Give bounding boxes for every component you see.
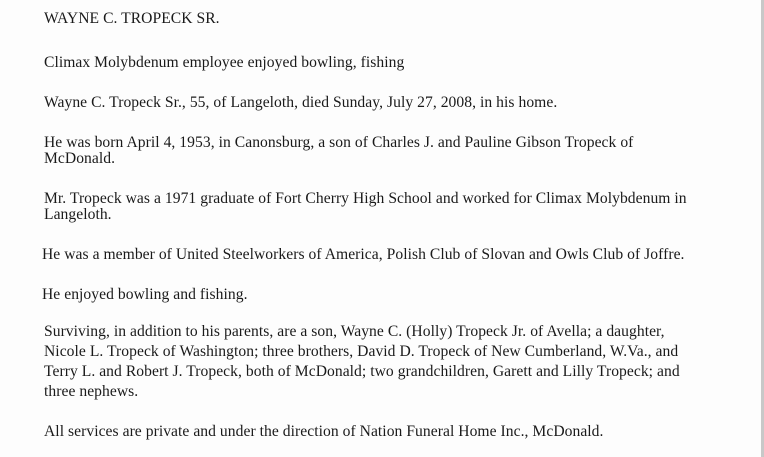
paragraph-services: All services are private and under the direction of Nation Funeral Home Inc., McDonald. xyxy=(44,423,604,440)
obituary-title: WAYNE C. TROPECK SR. xyxy=(44,10,220,27)
paragraph-birth-line-1: He was born April 4, 1953, in Canonsburg, a son of Charles J. and Pauline Gibson Tropeck of xyxy=(44,134,634,151)
paragraph-survivors-line-4: three nephews. xyxy=(44,383,139,400)
paragraph-education-line-1: Mr. Tropeck was a 1971 graduate of Fort Cherry High School and worked for Climax Molybdenum in xyxy=(44,190,687,207)
paragraph-hobbies: He enjoyed bowling and fishing. xyxy=(42,286,248,303)
paragraph-education-line-2: Langeloth. xyxy=(44,206,112,223)
paragraph-birth-line-2: McDonald. xyxy=(44,150,116,167)
paragraph-survivors-line-3: Terry L. and Robert J. Tropeck, both of McDonald; two grandchildren, Garett and Lilly Tropeck; and xyxy=(44,363,680,380)
obituary-subtitle: Climax Molybdenum employee enjoyed bowling, fishing xyxy=(44,54,405,71)
paragraph-survivors-line-1: Surviving, in addition to his parents, are a son, Wayne C. (Holly) Tropeck Jr. of Avella; a daughter, xyxy=(44,323,665,340)
paragraph-survivors-line-2: Nicole L. Tropeck of Washington; three brothers, David D. Tropeck of New Cumberland, W.Va., and xyxy=(44,343,679,360)
paragraph-memberships: He was a member of United Steelworkers of America, Polish Club of Slovan and Owls Club of Joffre. xyxy=(42,246,685,263)
paragraph-death-notice: Wayne C. Tropeck Sr., 55, of Langeloth, died Sunday, July 27, 2008, in his home. xyxy=(44,94,558,111)
